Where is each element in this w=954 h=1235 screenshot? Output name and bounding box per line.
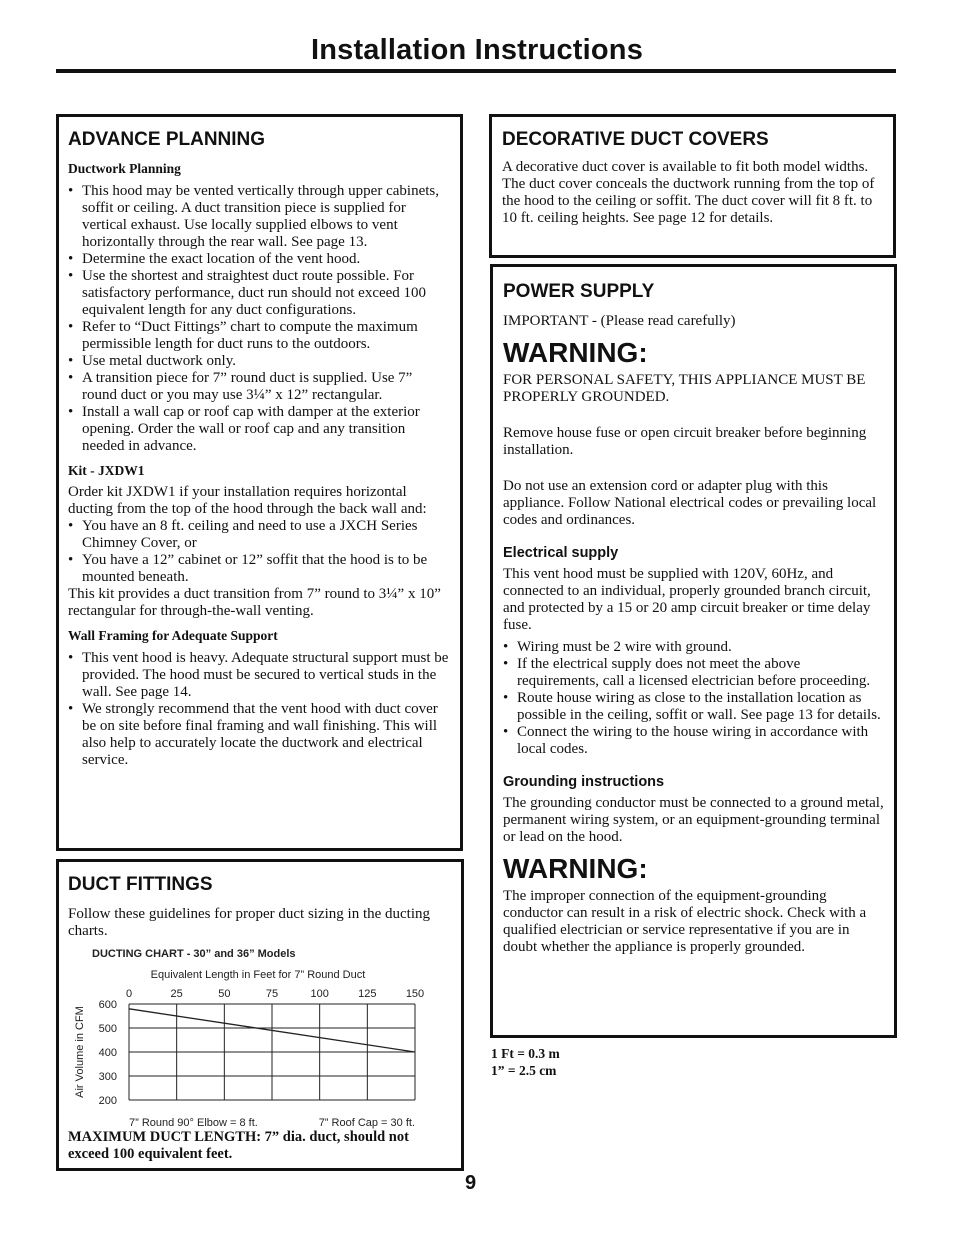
kit-intro: Order kit JXDW1 if your installation requires horizontal ducting from the top of the hood through the back wall and: (68, 484, 427, 517)
list-item: • We strongly recommend that the vent hood with duct cover be on site before final framing and wall finishing. This will also help to accurately locate the ductwork and electrical service. (68, 701, 450, 769)
decorative-duct-covers-section (489, 114, 896, 258)
title-rule (56, 69, 896, 73)
grounding-heading: Grounding instructions (503, 774, 665, 790)
y-tick-label: 400 (98, 1047, 117, 1059)
list-item: • You have a 12” cabinet or 12” soffit that the hood is to be mounted beneath. (68, 552, 450, 586)
ductwork-list (68, 183, 450, 455)
decorative-duct-covers-heading: DECORATIVE DUCT COVERS (502, 129, 769, 150)
advance-planning-section (56, 114, 463, 851)
roof-cap-note: 7” Roof Cap = 30 ft. (318, 1117, 415, 1129)
advance-planning-heading: ADVANCE PLANNING (68, 129, 266, 150)
max-duct-length: MAXIMUM DUCT LENGTH: 7” dia. duct, should not exceed 100 equivalent feet. (68, 1129, 409, 1162)
page-number: 9 (465, 1172, 477, 1194)
x-tick-label: 0 (125, 988, 133, 1000)
wall-framing-heading: Wall Framing for Adequate Support (68, 628, 278, 643)
x-tick-label: 100 (310, 988, 329, 1000)
page-title: Installation Instructions (310, 34, 644, 66)
list-item: • Route house wiring as close to the installation location as possible in the ceiling, soffit or wall. See page 13 for details. (503, 690, 884, 724)
power-supply-section (490, 264, 897, 1038)
warning-heading-2: WARNING: (503, 853, 648, 884)
list-item: • A transition piece for 7” round duct is supplied. Use 7” round duct or you may use 3¼” x 12” rectangular. (68, 370, 450, 404)
kit-outro: This kit provides a duct transition from 7” round to 3¼” x 10” rectangular for through-the-wall venting. (68, 586, 441, 619)
chart-title: DUCTING CHART - 30” and 36” Models (92, 948, 296, 960)
unit-conversions (491, 1045, 560, 1079)
list-item: • If the electrical supply does not meet the above requirements, call a licensed electrician before proceeding. (503, 656, 884, 690)
duct-fittings-heading: DUCT FITTINGS (68, 874, 213, 895)
chart-ylabel: Air Volume in CFM (74, 1006, 86, 1098)
electrical-supply-body: This vent hood must be supplied with 120V, 60Hz, and connected to an individual, properly grounded branch circuit, and protected by a 15 or 20 amp circuit breaker or time delay fuse. (503, 566, 871, 633)
duct-fittings-section (56, 859, 464, 1171)
list-item: • Install a wall cap or roof cap with damper at the exterior opening. Order the wall or roof cap and any transition needed in advance. (68, 404, 450, 455)
x-tick-label: 50 (218, 988, 231, 1000)
decorative-duct-covers-body: A decorative duct cover is available to fit both model widths. The duct cover conceals the ductwork running from the top of the hood to the ceiling or soffit. The duct cover will fit 8 ft. to 10 ft. ceiling heights. See page 12 for details. (502, 159, 875, 226)
fuse-instruction: Remove house fuse or open circuit breaker before beginning installation. (503, 425, 867, 458)
list-item: • This hood may be vented vertically through upper cabinets, soffit or ceiling. A duct transition piece is supplied for vertical exhaust. Use locally supplied elbows to vent horizontally through the rear wall. See page 13. (68, 183, 450, 251)
list-item: • Determine the exact location of the vent hood. (68, 251, 450, 268)
ducting-chart (59, 940, 461, 1130)
y-tick-label: 600 (98, 999, 117, 1011)
kit-list (68, 518, 450, 586)
list-item: • You have an 8 ft. ceiling and need to use a JXCH Series Chimney Cover, or (68, 518, 450, 552)
list-item: • Refer to “Duct Fittings” chart to compute the maximum permissible length for duct runs to the outdoors. (68, 319, 450, 353)
x-tick-label: 125 (358, 988, 377, 1000)
ductwork-planning-heading: Ductwork Planning (68, 161, 181, 176)
elbow-note: 7” Round 90° Elbow = 8 ft. (129, 1117, 258, 1129)
important-note: IMPORTANT - (Please read carefully) (503, 313, 736, 329)
list-item: • Use metal ductwork only. (68, 353, 450, 370)
warning-heading: WARNING: (503, 337, 648, 368)
safety-warning: FOR PERSONAL SAFETY, THIS APPLIANCE MUST BE PROPERLY GROUNDED. (503, 372, 866, 405)
grounding-body: The grounding conductor must be connected to a ground metal, permanent wiring system, or an equipment-grounding terminal or lead on the hood. (503, 795, 884, 845)
chart-xlabel: Equivalent Length in Feet for 7” Round Duct (150, 969, 366, 981)
conversion-inch: 1” = 2.5 cm (491, 1063, 557, 1078)
x-tick-label: 150 (405, 988, 425, 1000)
electrical-supply-heading: Electrical supply (503, 545, 619, 561)
y-tick-label: 500 (98, 1023, 117, 1035)
grounding-warning-body: The improper connection of the equipment-grounding conductor can result in a risk of electric shock. Check with a qualified electrician or service representative if you are in doubt whether the appliance is properly grounded. (503, 888, 867, 955)
list-item: • Connect the wiring to the house wiring in accordance with local codes. (503, 724, 884, 758)
duct-fittings-intro: Follow these guidelines for proper duct sizing in the ducting charts. (68, 906, 431, 939)
electrical-list (503, 639, 884, 758)
framing-list (68, 650, 450, 769)
extension-cord-note: Do not use an extension cord or adapter plug with this appliance. Follow National electrical codes or prevailing local codes and ordinances. (503, 478, 877, 528)
y-tick-label: 200 (98, 1095, 117, 1107)
y-tick-label: 300 (98, 1071, 117, 1083)
x-tick-label: 75 (265, 988, 279, 1000)
list-item: • This vent hood is heavy. Adequate structural support must be provided. The hood must be secured to vertical studs in the wall. See page 14. (68, 650, 450, 701)
power-supply-heading: POWER SUPPLY (503, 281, 655, 302)
x-tick-label: 25 (170, 988, 183, 1000)
kit-heading: Kit - JXDW1 (68, 463, 145, 478)
list-item: • Wiring must be 2 wire with ground. (503, 639, 884, 656)
list-item: • Use the shortest and straightest duct route possible. For satisfactory performance, duct run should not exceed 100 equivalent length for any duct configurations. (68, 268, 450, 319)
conversion-feet: 1 Ft = 0.3 m (491, 1046, 560, 1061)
